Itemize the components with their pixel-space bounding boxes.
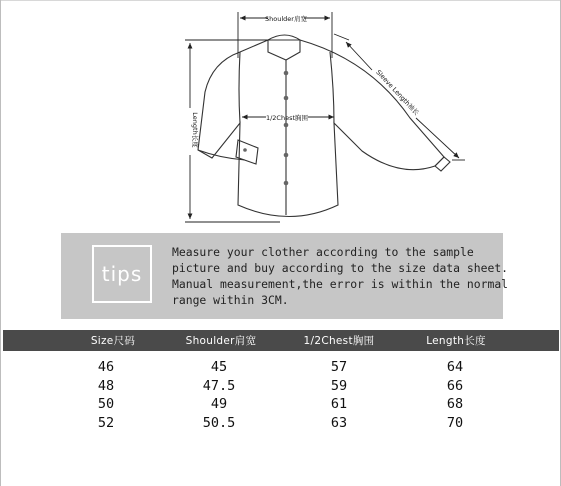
tips-panel	[61, 233, 509, 319]
size-table	[3, 330, 559, 432]
tips-text	[172, 244, 509, 308]
cell-size: 48	[97, 377, 115, 394]
header-size: Size尺码	[90, 335, 136, 347]
cell-chest: 63	[330, 414, 348, 431]
cell-chest: 59	[330, 377, 348, 394]
cell-shoulder: 45	[210, 359, 228, 376]
cell-shoulder: 49	[210, 396, 228, 413]
cell-size: 46	[97, 359, 115, 376]
header-chest: 1/2Chest胸围	[303, 335, 375, 347]
cell-length: 66	[446, 377, 464, 394]
tips-badge: tips	[92, 245, 152, 303]
table-row	[3, 414, 559, 433]
tips-line: picture and buy according to the size data sheet.	[172, 261, 509, 275]
cell-size: 52	[97, 414, 115, 431]
header-length: Length长度	[426, 335, 486, 347]
table-row	[3, 377, 559, 396]
shirt-measurement-diagram	[0, 0, 561, 232]
size-table-body	[3, 351, 559, 432]
cell-size: 50	[97, 396, 115, 413]
cell-length: 64	[446, 359, 464, 376]
cell-chest: 61	[330, 396, 348, 413]
cell-shoulder: 47.5	[202, 377, 236, 394]
header-shoulder: Shoulder肩宽	[185, 335, 257, 347]
cell-length: 70	[446, 414, 464, 431]
tips-line: Measure your clother according to the sample	[172, 245, 474, 259]
length-label: Length长度	[191, 112, 199, 148]
size-table-header	[3, 330, 559, 351]
cell-length: 68	[446, 396, 464, 413]
tips-line: range within 3CM.	[172, 293, 289, 307]
chest-label: 1/2Chest胸围	[265, 114, 309, 122]
cell-chest: 57	[330, 359, 348, 376]
shirt-buttons	[243, 71, 288, 186]
shirt-outline	[198, 35, 450, 217]
tips-line: Manual measurement,the error is within the normal	[172, 277, 509, 291]
cell-shoulder: 50.5	[202, 414, 236, 431]
sleeve-label: Sleeve Length袖长	[374, 68, 421, 118]
table-row	[3, 395, 559, 414]
shoulder-label: Shoulder肩宽	[265, 15, 307, 23]
table-row	[3, 358, 559, 377]
